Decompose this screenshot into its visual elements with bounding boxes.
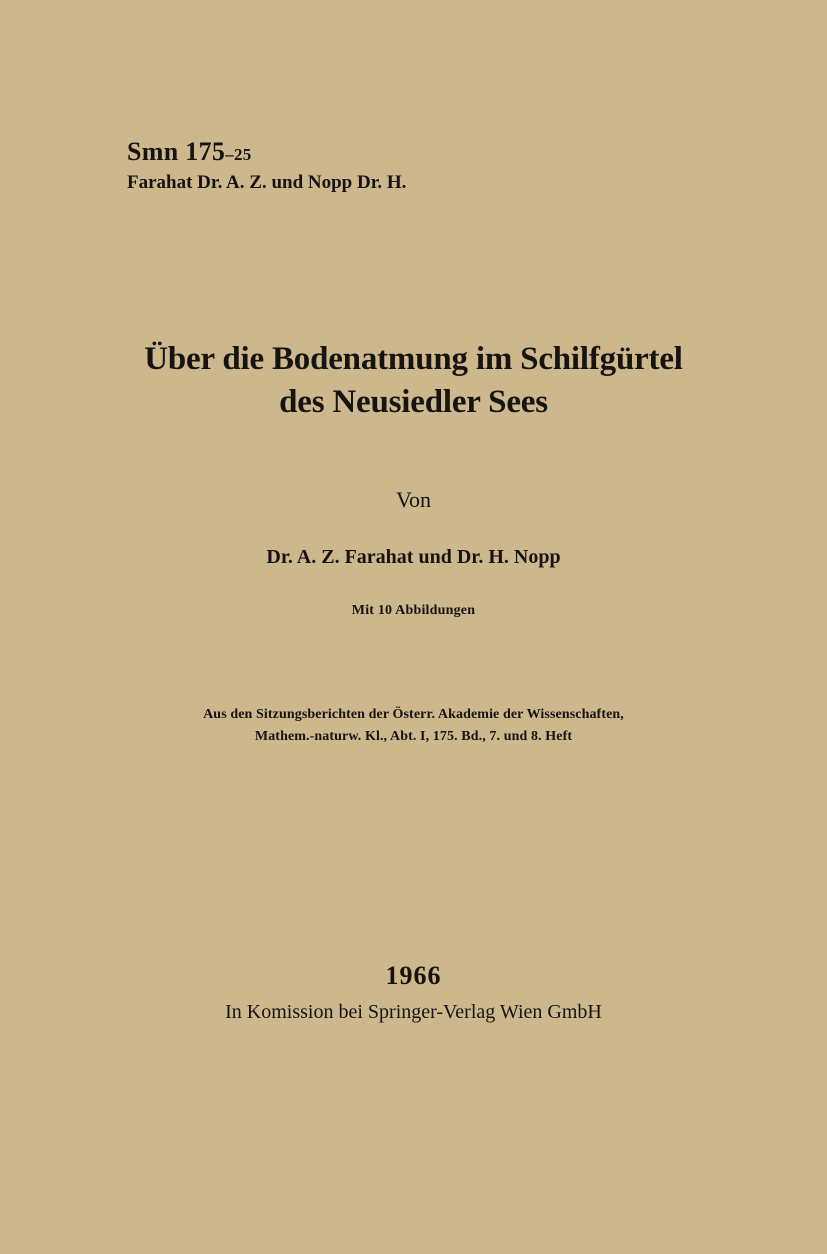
source-line-1: Aus den Sitzungsberichten der Österr. Akademie der Wissenschaften, <box>203 707 624 722</box>
source-citation <box>0 704 827 748</box>
title-line-1: Über die Bodenatmung im Schilfgürtel <box>144 341 683 377</box>
publisher-line: In Komission bei Springer-Verlag Wien GmbH <box>225 1001 602 1023</box>
document-title <box>0 338 827 424</box>
source-line-2: Mathem.-naturw. Kl., Abt. I, 175. Bd., 7. und 8. Heft <box>254 729 573 744</box>
title-line-2: des Neusiedler Sees <box>279 384 548 420</box>
publication-year: 1966 <box>385 961 442 990</box>
series-number <box>127 136 252 171</box>
series-number-main: Smn 175 <box>127 137 226 166</box>
figures-note: Mit 10 Abbildungen <box>351 603 476 618</box>
series-number-suffix: –25 <box>225 145 252 164</box>
byline-authors: Dr. A. Z. Farahat und Dr. H. Nopp <box>266 546 561 568</box>
byline-von: Von <box>395 487 432 512</box>
series-authors: Farahat Dr. A. Z. und Nopp Dr. H. <box>127 172 407 193</box>
